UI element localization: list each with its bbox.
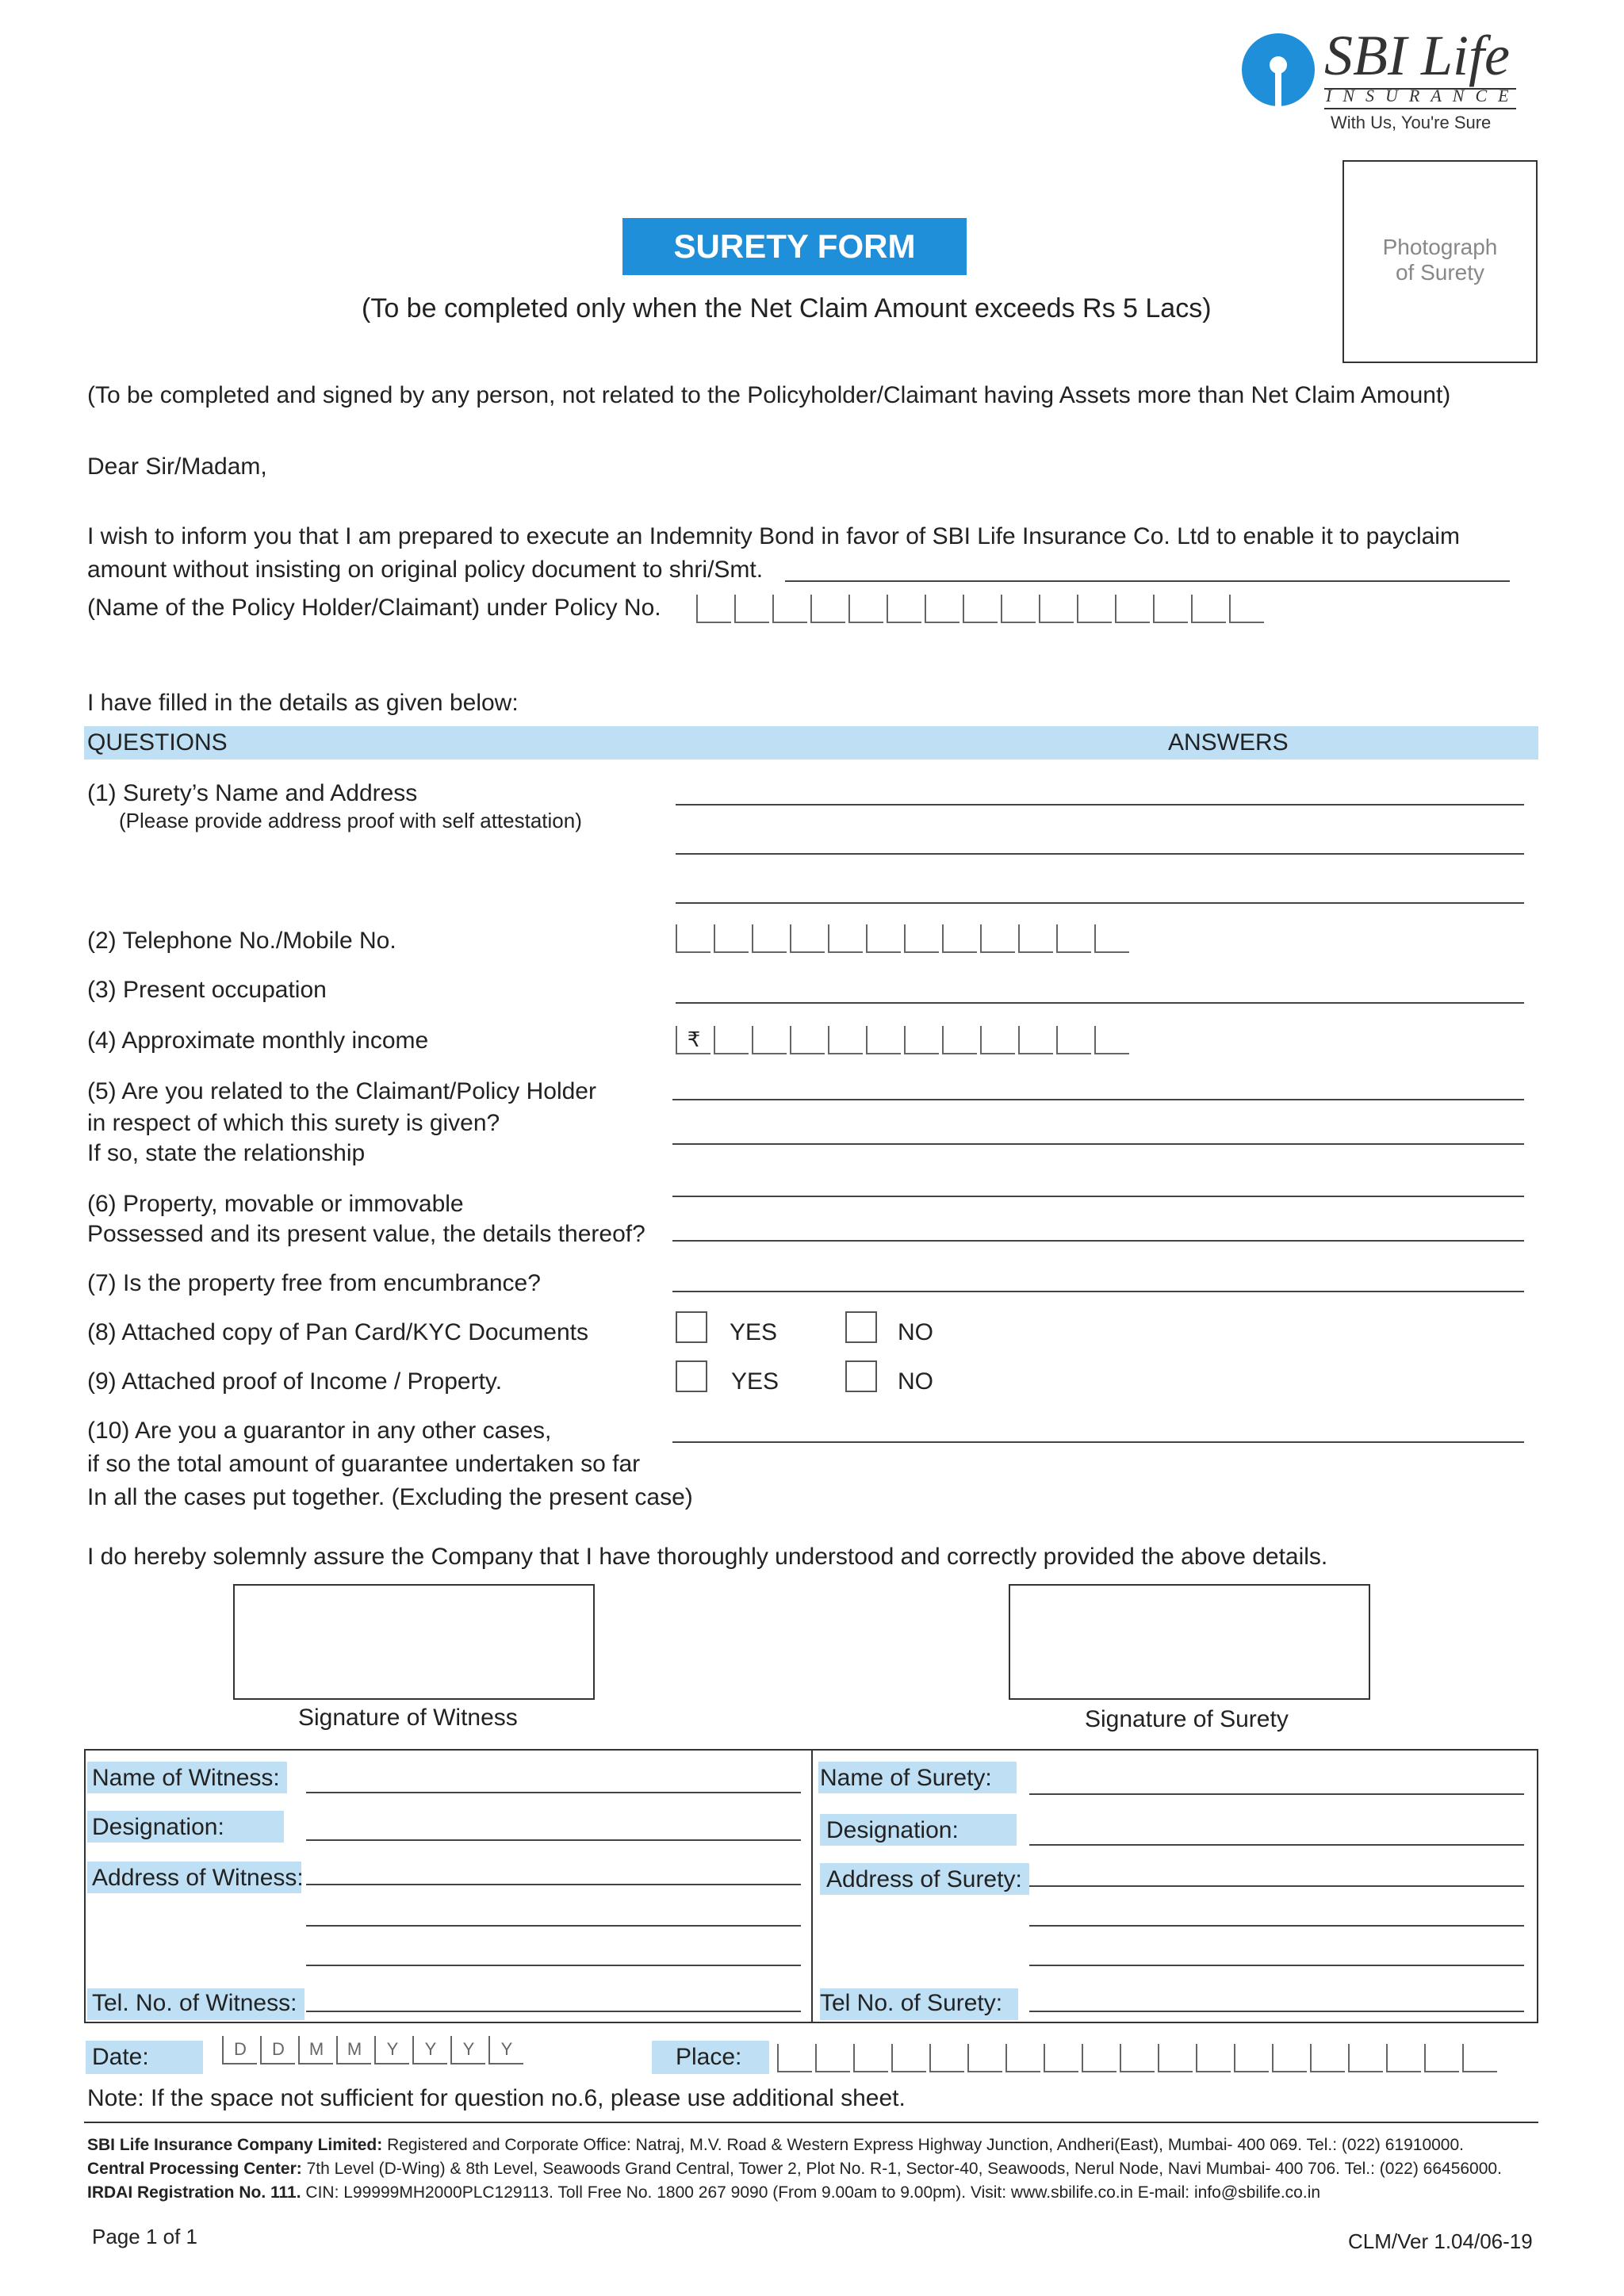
question-1-note: (Please provide address proof with self attestation) [119,809,582,832]
question-9: (9) Attached proof of Income / Property. [87,1368,503,1395]
question-10-line-3: In all the cases put together. (Excluding the present case) [87,1484,693,1510]
answer-7-line[interactable] [672,1291,1524,1292]
form-subtitle: (To be completed only when the Net Claim Amount exceeds Rs 5 Lacs) [362,293,1212,323]
place-boxes[interactable] [777,2044,1500,2072]
brand-name: SBI Life [1324,24,1510,87]
date-label: Date: [92,2044,149,2070]
question-1: (1) Surety’s Name and Address [87,780,418,806]
designation-left-label: Designation: [92,1814,224,1840]
questions-header: QUESTIONS [87,729,228,756]
question-6-line-2: Possessed and its present value, the details thereof? [87,1221,645,1247]
tel-of-witness-label: Tel. No. of Witness: [92,1990,297,2016]
answer-5-line-2[interactable] [672,1143,1524,1145]
tel-of-surety-line[interactable] [1029,2011,1524,2012]
address-of-surety-line-3[interactable] [1029,1965,1524,1966]
question-3: (3) Present occupation [87,977,327,1003]
claimant-name-line[interactable] [785,580,1510,582]
intro-note: (To be completed and signed by any person, not related to the Policyholder/Claimant having Assets more than Net Claim Amount) [87,382,1451,408]
q9-no-label: NO [898,1368,933,1395]
address-of-surety-line-2[interactable] [1029,1925,1524,1927]
tel-of-witness-line[interactable] [306,2011,801,2012]
name-of-surety-label: Name of Surety: [820,1765,992,1791]
name-of-surety-line[interactable] [1029,1793,1524,1795]
intro-para-1: I wish to inform you that I am prepared to execute an Indemnity Bond in favor of SBI Life Insurance Co. Ltd to enable it to payclaim [87,523,1460,549]
q8-yes-label: YES [730,1319,778,1345]
q8-no-checkbox[interactable] [845,1311,877,1343]
answer-3-line[interactable] [676,1002,1524,1004]
answer-10-line[interactable] [672,1441,1524,1443]
q9-yes-checkbox[interactable] [676,1360,707,1392]
photo-label-2: of Surety [1395,260,1485,285]
address-of-witness-line-2[interactable] [306,1925,801,1927]
answer-5-line-1[interactable] [672,1099,1524,1100]
salutation: Dear Sir/Madam, [87,453,267,480]
witness-signature-label: Signature of Witness [298,1705,518,1731]
footer-line-2: Central Processing Center: 7th Level (D-Wing) & 8th Level, Seawoods Grand Central, Tower 2, Plot No. R-1, Sector-40, Seawoods, Nerul Node, Navi Mumbai- 400 706. Tel.: (022) 66456000. [87,2160,1502,2178]
q8-yes-checkbox[interactable] [676,1311,707,1343]
question-10-line-2: if so the total amount of guarantee undertaken so far [87,1451,641,1477]
q9-yes-label: YES [731,1368,779,1395]
q9-no-checkbox[interactable] [845,1360,877,1392]
intro-para-3: (Name of the Policy Holder/Claimant) under Policy No. [87,595,661,621]
tagline: With Us, You're Sure [1331,113,1492,132]
footer-line-3: IRDAI Registration No. 111. CIN: L99999MH2000PLC129113. Toll Free No. 1800 267 9090 (From 9.00am to 9.00pm). Visit: www.sbilife.co.in E-mail: info@sbilife.co.in [87,2183,1321,2202]
table-header [84,726,1538,760]
footer-divider [84,2122,1538,2123]
address-of-witness-line-1[interactable] [306,1884,801,1885]
question-5-line-3: If so, state the relationship [87,1140,366,1166]
answer-1-line-2[interactable] [676,853,1524,855]
telephone-boxes[interactable] [676,924,1132,953]
address-of-witness-line-3[interactable] [306,1965,801,1966]
q8-no-label: NO [898,1319,933,1345]
footer-line-1: SBI Life Insurance Company Limited: Registered and Corporate Office: Natraj, M.V. Road & Western Express Highway Junction, Andheri(East), Mumbai- 400 069. Tel.: (022) 61910000. [87,2136,1465,2154]
sbi-logo-icon [1239,30,1318,109]
details-divider [811,1749,813,2023]
question-10-line-1: (10) Are you a guarantor in any other cases, [87,1418,552,1444]
form-version: CLM/Ver 1.04/06-19 [1348,2229,1533,2253]
name-of-witness-label: Name of Witness: [92,1765,280,1791]
surety-signature-label: Signature of Surety [1085,1706,1289,1732]
date-boxes[interactable]: D D M M Y Y Y Y [222,2036,527,2064]
filled-details: I have filled in the details as given below: [87,690,519,716]
policy-number-boxes[interactable] [696,595,1267,623]
answer-1-line-1[interactable] [676,804,1524,806]
surety-signature-box[interactable] [1009,1584,1370,1700]
designation-left-line[interactable] [306,1839,801,1841]
rupee-icon: ₹ [676,1026,710,1054]
answer-1-line-3[interactable] [676,902,1524,904]
question-8: (8) Attached copy of Pan Card/KYC Documents [87,1319,588,1345]
photo-label-1: Photograph [1382,235,1498,259]
name-of-witness-line[interactable] [306,1792,801,1793]
question-7: (7) Is the property free from encumbrance? [87,1270,541,1296]
question-2: (2) Telephone No./Mobile No. [87,928,396,954]
intro-para-2: amount without insisting on original policy document to shri/Smt. [87,557,764,583]
designation-right-line[interactable] [1029,1844,1524,1846]
income-boxes[interactable] [676,1026,1132,1054]
address-of-surety-label: Address of Surety: [826,1866,1022,1892]
assurance-text: I do hereby solemnly assure the Company that I have thoroughly understood and correctly provided the above details. [87,1544,1328,1570]
answer-6-line[interactable] [672,1240,1524,1242]
tel-of-surety-label: Tel No. of Surety: [820,1990,1003,2016]
answers-header: ANSWERS [1168,729,1289,756]
brand-sub: INSURANCE [1326,86,1520,105]
designation-right-label: Designation: [826,1817,959,1843]
note-text: Note: If the space not sufficient for question no.6, please use additional sheet. [87,2085,906,2111]
photo-box[interactable] [1342,160,1538,363]
form-title: SURETY FORM [622,218,967,275]
answer-5-line-3[interactable] [672,1196,1524,1197]
witness-signature-box[interactable] [233,1584,595,1700]
page-number: Page 1 of 1 [92,2225,197,2248]
question-4: (4) Approximate monthly income [87,1027,429,1054]
question-5-line-2: in respect of which this surety is given? [87,1110,500,1136]
address-of-surety-line-1[interactable] [1029,1885,1524,1887]
address-of-witness-label: Address of Witness: [92,1865,304,1891]
question-6-line-1: (6) Property, movable or immovable [87,1191,464,1217]
place-label: Place: [676,2044,742,2070]
question-5-line-1: (5) Are you related to the Claimant/Policy Holder [87,1078,596,1104]
logo [1239,24,1524,140]
